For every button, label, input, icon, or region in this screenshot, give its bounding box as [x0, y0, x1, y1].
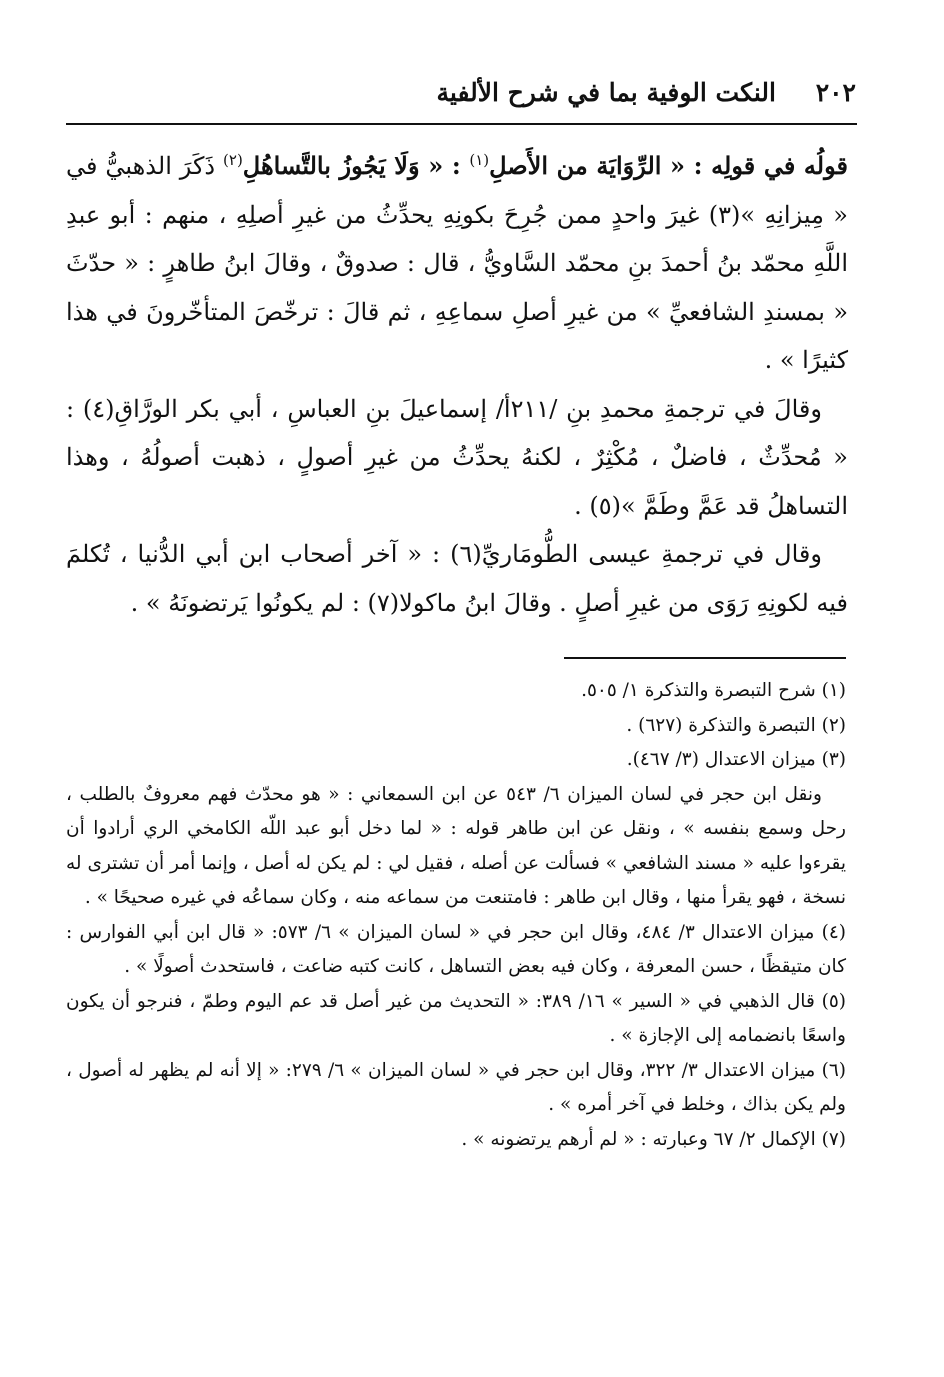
running-title: النكت الوفية بما في شرح الألفية: [436, 78, 776, 107]
footnote-3: (٣) ميزان الاعتدال (٣/ ٤٦٧).: [626, 749, 846, 770]
paragraph-1-text: ذَكَرَ الذهبيُّ في « مِيزانِهِ »(٣) غيرَ واحدٍ ممن جُرِحَ بكونِهِ يحدِّثُ من غيرِ أصلِهِ ، منهم : أبو عبدِ اللَّهِ محمّد بنُ أحمدَ بنِ محمّد السَّاويُّ ، قال : صدوقٌ ، وقالَ ابنُ طاهرٍ : « حدّثَ « بمسندِ الشافعيِّ » من غيرِ أصلِ سماعِهِ ، ثم قالَ : ترخّصَ المتأخّرونَ في هذا كثيرًا » .: [66, 152, 848, 374]
page-number: ٢٠٢: [815, 78, 856, 107]
lemma-quote: قولُه في قولِه : « الرِّوَايَة من الأَصلِ: [489, 151, 848, 180]
footnote-4: (٤) ميزان الاعتدال ٣/ ٤٨٤، وقال ابن حجر في « لسان الميزان » ٦/ ٥٧٣: « قال ابن أبي الفوارس : كان متيقظًا ، حسن المعرفة ، وكان فيه بعض التساهل ، كانت كتبه ضاعت ، فاستحدث أصولًا » .: [66, 921, 846, 977]
paragraph-3: وقال في ترجمةِ عيسى الطُّومَاريِّ(٦) : « آخر أصحاب ابن أبي الدُّنيا ، تُكلمَ فيه لكونِهِ رَوَى من غيرِ أصلٍ . وقالَ ابنُ ماكولا(٧) : لم يكونُوا يَرتضونَهُ » .: [66, 540, 848, 617]
footnote-1: (١) شرح التبصرة والتذكرة ١/ ٥٠٥.: [581, 680, 846, 701]
header-divider: [66, 123, 857, 125]
main-text: [66, 142, 848, 627]
footnote-3-continued: ونقل ابن حجر في لسان الميزان ٦/ ٥٤٣ عن ابن السمعاني : « هو محدّث فهم معروفٌ بالطلب ، رحل وسمع بنفسه » ، ونقل عن ابن طاهر قوله : « لما دخل أبو عبد اللّه الكامخي الري أرادوا أن يقرءوا عليه « مسند الشافعي » فسألت عن أصله ، فقيل لي : لم يكن له أصل ، وإنما أمر أن تشترى له نسخة ، فهو يقرأ منها ، وقال ابن طاهر : فامتنعت من سماعه منه ، وكان سماعُه في غيره صحيحًا » .: [66, 783, 846, 908]
footnote-6: (٦) ميزان الاعتدال ٣/ ٣٢٢، وقال ابن حجر في « لسان الميزان » ٦/ ٢٧٩: « إلا أنه لم يظهر له أصول ، ولم يكن بذاك ، وخلط في آخر أمره » .: [66, 1059, 846, 1115]
footnote-7: (٧) الإكمال ٢/ ٦٧ وعبارته : « لم أرهم يرتضونه » .: [461, 1128, 846, 1150]
footnote-2: (٢) التبصرة والتذكرة (٦٢٧) .: [626, 714, 846, 736]
page-header: [60, 68, 860, 120]
note-ref-2: (٢): [223, 151, 243, 169]
paragraph-1: [66, 142, 848, 385]
footnote-divider: [564, 657, 846, 659]
paragraph-2: وقالَ في ترجمةِ محمدِ بنِ /٢١١أ/ إسماعيلَ بنِ العباسِ ، أبي بكر الورَّاقِ(٤) : « مُحدِّثٌ ، فاضلٌ ، مُكْثِرٌ ، لكنهُ يحدِّثُ من غيرِ أصولٍ ، ذهبت أصولُهُ ، وهذا التساهلُ قد عَمَّ وطَمَّ »(٥) .: [66, 394, 848, 520]
note-ref-1: (١): [469, 151, 490, 169]
lemma-quote-continued: : « وَلَا يَجُوزُ بالتَّساهُلِ: [242, 151, 470, 180]
footnote-5: (٥) قال الذهبي في « السير » ١٦/ ٣٨٩: « التحديث من غير أصل قد عم اليوم وطمّ ، فنرجو أن يكون واسعًا بانضمامه إلى الإجازة » .: [66, 990, 846, 1046]
footnotes: [66, 674, 846, 1157]
